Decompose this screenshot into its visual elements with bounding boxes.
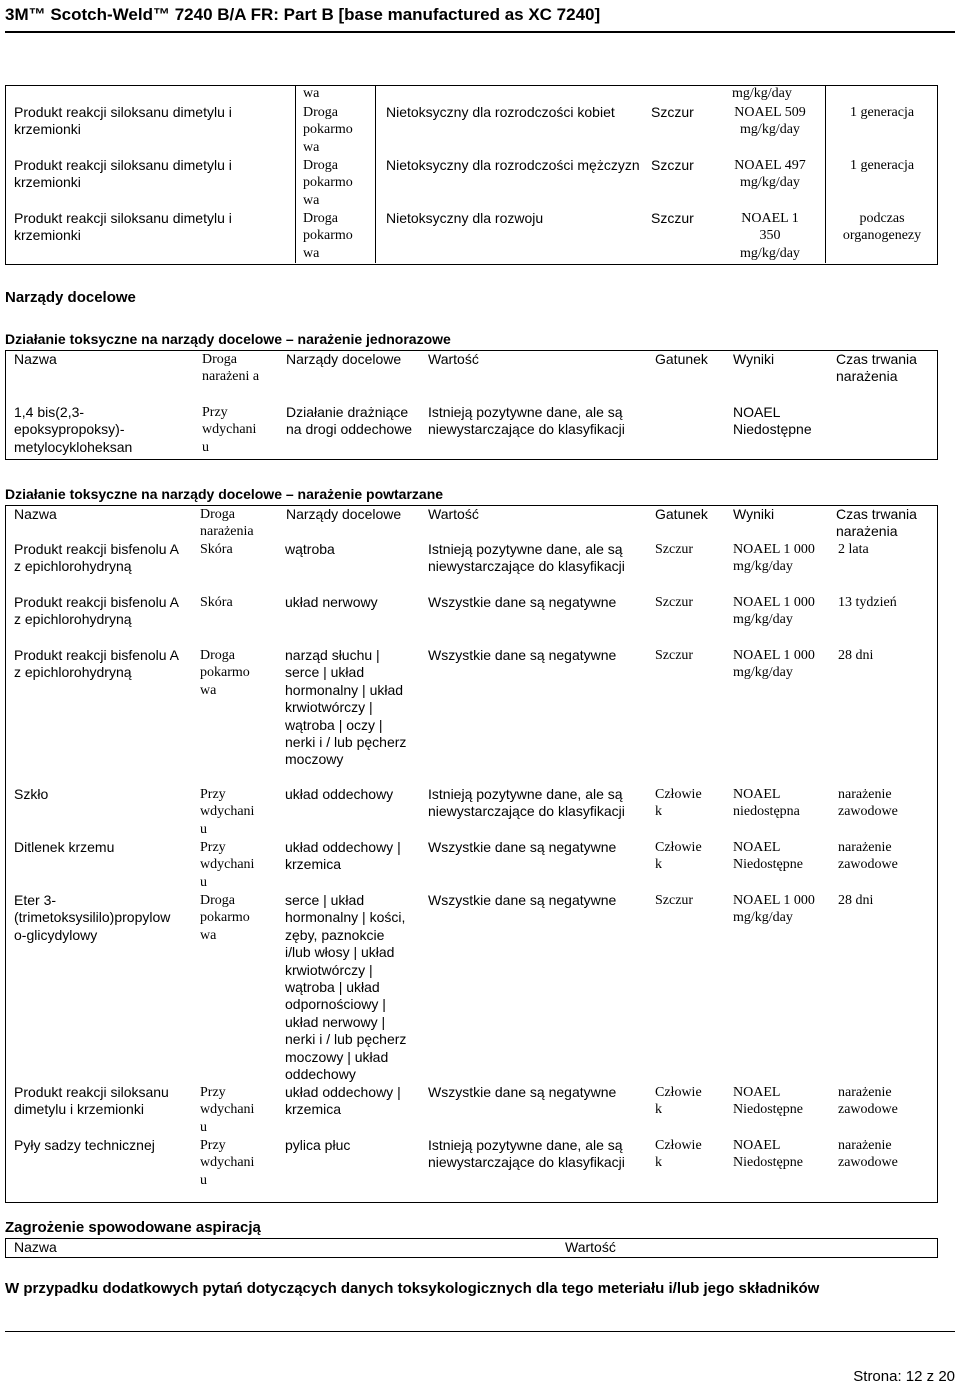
species: Szczur <box>655 893 694 908</box>
result: NOAEL Niedostępne <box>733 1085 803 1118</box>
species: Człowie k <box>655 787 702 820</box>
species: Szczur <box>655 542 694 557</box>
substance-name: Ditlenek krzemu <box>14 839 115 855</box>
header-result: Wyniki <box>733 351 775 367</box>
duration: 28 dni <box>838 648 874 663</box>
value-text: Nietoksyczny dla rozrodczości kobiet <box>386 104 615 120</box>
substance-name: Eter 3-(trimetoksysililo)propylow o-glicydylowy <box>14 892 171 943</box>
target-organs: Działanie drażniące na drogi oddechowe <box>286 404 413 438</box>
result: NOAEL 509 mg/kg/day <box>734 105 806 138</box>
header-duration: Czas trwania narażenia <box>836 351 917 385</box>
species: Szczur <box>655 595 694 610</box>
duration: 13 tydzień <box>838 595 897 610</box>
target-organs: wątroba <box>285 541 335 557</box>
result: NOAEL Niedostępne <box>733 1138 803 1171</box>
value-text: Wszystkie dane są negatywne <box>428 892 617 908</box>
header-route: Droga narażenia <box>200 507 254 540</box>
substance-name: Produkt reakcji bisfenolu A z epichlorohydryną <box>14 647 179 681</box>
exposure-route: Przy wdychani u <box>200 1085 255 1135</box>
header-route: Droga narażeni a <box>202 352 260 385</box>
value-text: Wszystkie dane są negatywne <box>428 839 617 855</box>
result: NOAEL 1 350 mg/kg/day <box>740 211 800 261</box>
value-text: Istnieją pozytywne dane, ale są niewystarczające do klasyfikacji <box>428 541 625 575</box>
exposure-route: Przy wdychani u <box>200 787 255 837</box>
substance-name: Produkt reakcji bisfenolu A z epichlorohydryną <box>14 541 179 575</box>
single-exposure-title: Działanie toksyczne na narządy docelowe – narażenie jednorazowe <box>5 331 451 347</box>
species: Człowie k <box>655 840 702 873</box>
target-organs: układ oddechowy | krzemica <box>285 839 401 873</box>
substance-name: Produkt reakcji siloksanu dimetylu i krzemionki <box>14 210 232 244</box>
target-organs: układ nerwowy <box>285 594 378 610</box>
target-organs: serce | układ hormonalny | kości, zęby, paznokcie i/lub włosy | układ krwiotwórczy | wątroba | układ odpornościowy | układ nerwowy | nerki i / lub pęcherz moczowy | układ oddechowy <box>285 892 407 1083</box>
duration: 1 generacja <box>849 105 915 120</box>
aspiration-value-header: Wartość <box>565 1239 616 1255</box>
substance-name: Szkło <box>14 786 49 802</box>
section-title: Narządy docelowe <box>5 289 136 306</box>
substance-name: Produkt reakcji siloksanu dimetylu i krzemionki <box>14 157 232 191</box>
duration: 2 lata <box>838 542 869 557</box>
result: NOAEL Niedostępne <box>733 404 812 438</box>
exposure-route: Droga pokarmo wa <box>200 893 250 943</box>
header-value: Wartość <box>428 351 479 367</box>
substance-name: Produkt reakcji siloksanu dimetylu i krzemionki <box>14 104 232 138</box>
result: NOAEL 1 000 mg/kg/day <box>733 893 815 926</box>
target-organs: układ oddechowy <box>285 786 394 802</box>
value-text: Wszystkie dane są negatywne <box>428 647 617 663</box>
species: Szczur <box>651 210 694 226</box>
target-organs: narząd słuchu | serce | układ hormonalny | układ krwiotwórczy | wątroba | oczy | nerki i / lub pęcherz moczowy <box>285 647 407 768</box>
duration: narażenie zawodowe <box>838 1085 898 1118</box>
header-rule <box>5 31 955 33</box>
duration: 1 generacja <box>849 158 915 173</box>
exposure-route: Droga pokarmo wa <box>303 211 353 261</box>
repeated-exposure-title: Działanie toksyczne na narządy docelowe – narażenie powtarzane <box>5 486 444 502</box>
footer-rule <box>5 1331 955 1332</box>
value-text: Istnieją pozytywne dane, ale są niewystarczające do klasyfikacji <box>428 1137 625 1171</box>
result: NOAEL 1 000 mg/kg/day <box>733 648 815 681</box>
value-text: Istnieją pozytywne dane, ale są niewystarczające do klasyfikacji <box>428 786 625 820</box>
target-organs: układ oddechowy | krzemica <box>285 1084 401 1118</box>
exposure-route: Droga pokarmo wa <box>200 648 250 698</box>
species: Szczur <box>651 104 694 120</box>
aspiration-table <box>5 1238 938 1258</box>
result: NOAEL 1 000 mg/kg/day <box>733 542 815 575</box>
result: NOAEL 497 mg/kg/day <box>734 158 806 191</box>
species: Człowie k <box>655 1085 702 1118</box>
exposure-route: Skóra <box>200 595 233 610</box>
duration: narażenie zawodowe <box>838 1138 898 1171</box>
page-number: Strona: 12 z 20 <box>853 1368 955 1385</box>
exposure-route: Droga pokarmo wa <box>303 105 353 155</box>
header-species: Gatunek <box>655 351 708 367</box>
document-title: 3M™ Scotch-Weld™ 7240 B/A FR: Part B [base manufactured as XC 7240] <box>5 5 601 24</box>
value-text: Wszystkie dane są negatywne <box>428 1084 617 1100</box>
value-text: Istnieją pozytywne dane, ale są niewystarczające do klasyfikacji <box>428 404 625 438</box>
substance-name: Produkt reakcji bisfenolu A z epichlorohydryną <box>14 594 179 628</box>
substance-name: 1,4 bis(2,3-epoksypropoksy)-metylocykloheksan <box>14 404 133 455</box>
result: NOAEL Niedostępne <box>733 840 803 873</box>
exposure-route: Przy wdychani u <box>200 840 255 890</box>
header-organs: Narządy docelowe <box>286 351 402 367</box>
duration: narażenie zawodowe <box>838 787 898 820</box>
header-value: Wartość <box>428 506 479 522</box>
header-name: Nazwa <box>14 351 57 367</box>
exposure-route: Przy wdychani u <box>202 405 257 455</box>
exposure-route: Droga pokarmo wa <box>303 158 353 208</box>
result: NOAEL niedostępna <box>733 787 800 820</box>
additional-info-note: W przypadku dodatkowych pytań dotyczących danych toksykologicznych dla tego meteriału i/lub jego składników <box>5 1280 820 1297</box>
exposure-route: Skóra <box>200 542 233 557</box>
duration: narażenie zawodowe <box>838 840 898 873</box>
header-name: Nazwa <box>14 506 57 522</box>
duration: 28 dni <box>838 893 874 908</box>
aspiration-title: Zagrożenie spowodowane aspiracją <box>5 1219 261 1236</box>
target-organs: pylica płuc <box>285 1137 351 1153</box>
substance-name: Pyły sadzy technicznej <box>14 1137 155 1153</box>
result-cont: mg/kg/day <box>732 86 792 101</box>
result: NOAEL 1 000 mg/kg/day <box>733 595 815 628</box>
substance-name: Produkt reakcji siloksanu dimetylu i krzemionki <box>14 1084 169 1118</box>
species: Szczur <box>655 648 694 663</box>
value-text: Wszystkie dane są negatywne <box>428 594 617 610</box>
aspiration-name-header: Nazwa <box>14 1239 57 1255</box>
header-duration: Czas trwania narażenia <box>836 506 917 540</box>
species: Człowie k <box>655 1138 702 1171</box>
header-result: Wyniki <box>733 506 775 522</box>
species: Szczur <box>651 157 694 173</box>
header-organs: Narządy docelowe <box>286 506 402 522</box>
exposure-route: Przy wdychani u <box>200 1138 255 1188</box>
header-species: Gatunek <box>655 506 708 522</box>
duration: podczas organogenezy <box>842 211 922 244</box>
value-text: Nietoksyczny dla rozrodczości mężczyzn <box>386 157 640 173</box>
route-cont: wa <box>303 86 320 101</box>
value-text: Nietoksyczny dla rozwoju <box>386 210 544 226</box>
